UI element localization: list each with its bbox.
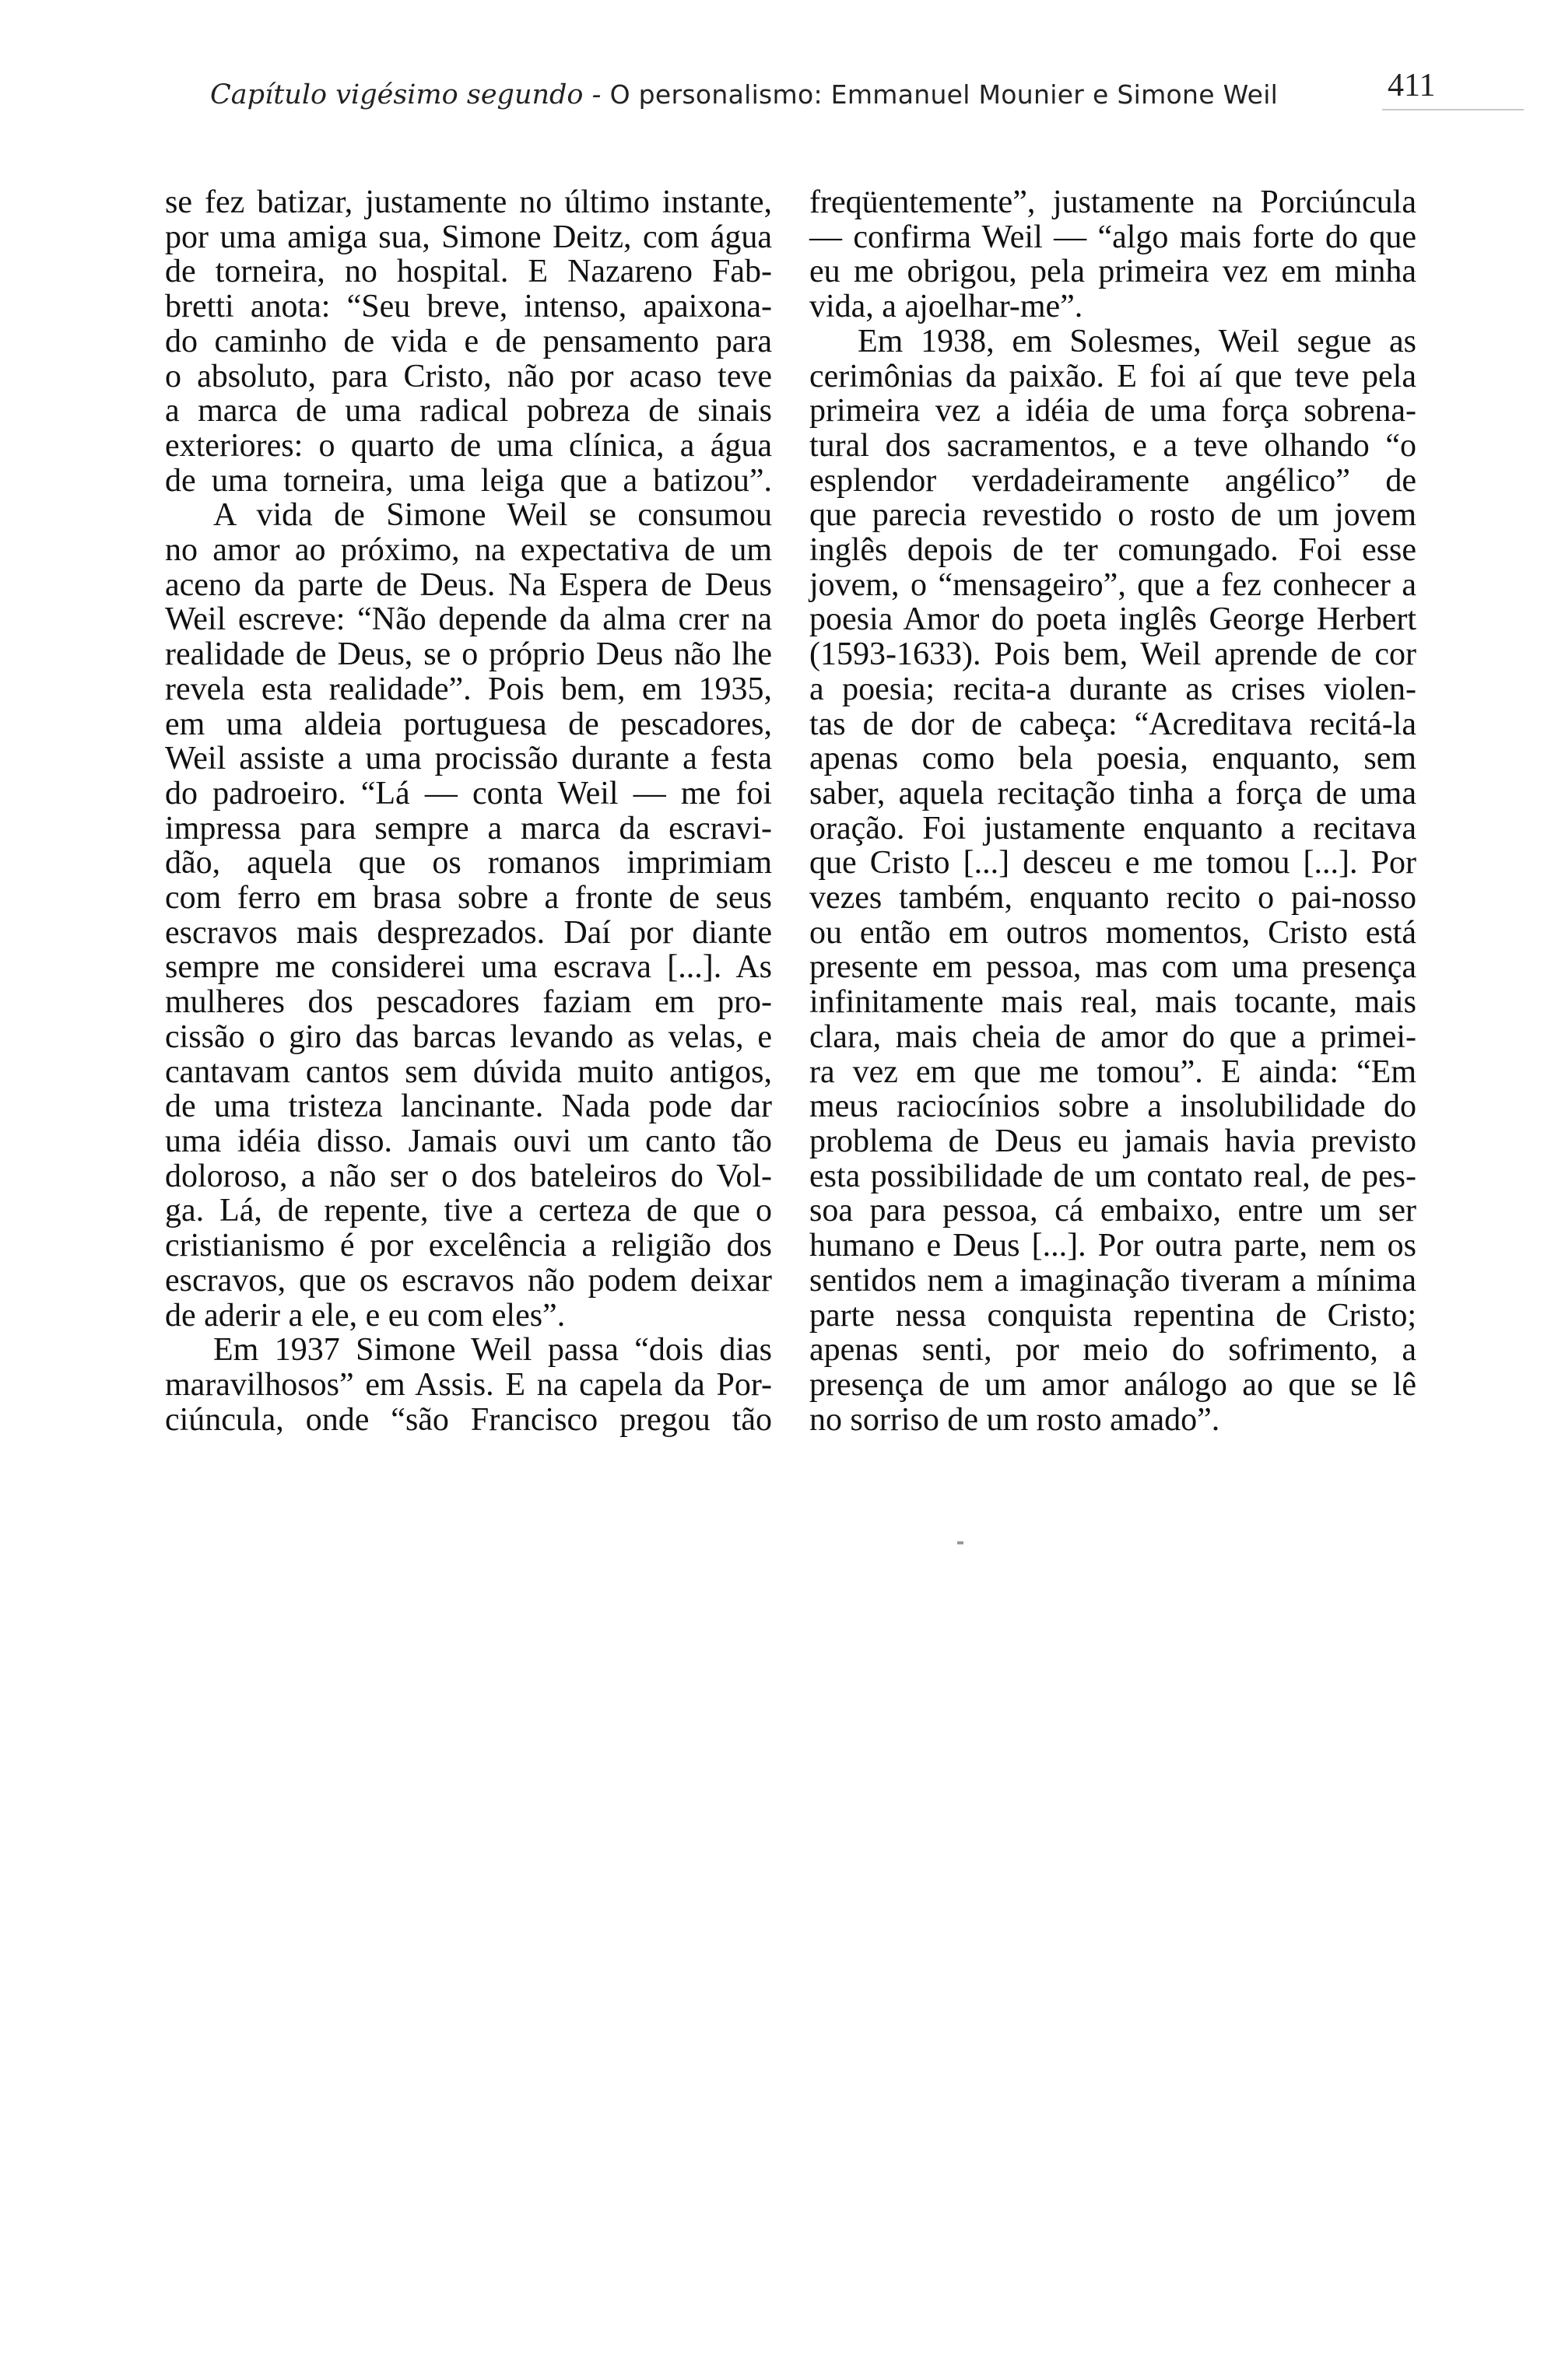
text-line: dão, aquela que os romanos imprimiam bbox=[165, 845, 772, 882]
text-line: em uma aldeia portuguesa de pescadores, bbox=[165, 706, 772, 742]
text-line: bretti anota: “Seu breve, intenso, apaixona- bbox=[165, 289, 772, 325]
text-line: inglês depois de ter comungado. Foi esse bbox=[809, 532, 1416, 569]
text-line: tural dos sacramentos, e a teve olhando “o bbox=[809, 427, 1416, 464]
text-line: se fez batizar, justamente no último instante, bbox=[165, 184, 772, 220]
text-line: sentidos nem a imaginação tiveram a mínima bbox=[809, 1262, 1416, 1299]
text-line: ra vez em que me tomou”. E ainda: “Em bbox=[809, 1053, 1416, 1090]
right-column bbox=[809, 185, 1416, 1437]
text-line: Em 1937 Simone Weil passa “dois dias bbox=[213, 1332, 772, 1369]
text-line: ou então em outros momentos, Cristo está bbox=[809, 914, 1416, 951]
text-line: presente em pessoa, mas com uma presença bbox=[809, 949, 1416, 986]
text-line: de uma torneira, uma leiga que a batizou”. bbox=[165, 462, 772, 499]
text-line: escravos, que os escravos não podem deixar bbox=[165, 1262, 772, 1299]
text-line: mulheres dos pescadores faziam em pro- bbox=[165, 984, 772, 1021]
text-line: infinitamente mais real, mais tocante, mais bbox=[809, 984, 1416, 1021]
text-line: que parecia revestido o rosto de um jovem bbox=[809, 497, 1416, 534]
running-header bbox=[0, 62, 1544, 124]
text-line: apenas como bela poesia, enquanto, sem bbox=[809, 741, 1416, 777]
text-line: a marca de uma radical pobreza de sinais bbox=[165, 393, 772, 429]
text-line: cerimônias da paixão. E foi aí que teve pela bbox=[809, 358, 1416, 394]
text-line: impressa para sempre a marca da escravi- bbox=[165, 810, 772, 846]
text-line: do caminho de vida e de pensamento para bbox=[165, 323, 772, 359]
text-line: poesia Amor do poeta inglês George Herbert bbox=[809, 601, 1416, 638]
text-line: o absoluto, para Cristo, não por acaso teve bbox=[165, 358, 772, 394]
text-line: exteriores: o quarto de uma clínica, a água bbox=[165, 427, 772, 464]
text-line: esta possibilidade de um contato real, de pes- bbox=[809, 1158, 1416, 1194]
text-line: maravilhosos” em Assis. E na capela da Por- bbox=[165, 1366, 772, 1403]
text-line: cissão o giro das barcas levando as velas, e bbox=[165, 1018, 772, 1055]
text-line: cristianismo é por excelência a religião dos bbox=[165, 1228, 772, 1264]
page-number: 411 bbox=[1388, 68, 1436, 103]
text-line: no sorriso de um rosto amado”. bbox=[809, 1401, 1220, 1438]
text-line: Weil assiste a uma procissão durante a festa bbox=[165, 741, 772, 777]
text-line: meus raciocínios sobre a insolubilidade do bbox=[809, 1088, 1416, 1125]
text-line: uma idéia disso. Jamais ouvi um canto tão bbox=[165, 1123, 772, 1159]
text-line: (1593-1633). Pois bem, Weil aprende de cor bbox=[809, 636, 1416, 673]
text-line: doloroso, a não ser o dos bateleiros do Vol- bbox=[165, 1158, 772, 1194]
text-line: por uma amiga sua, Simone Deitz, com água bbox=[165, 219, 772, 255]
left-column bbox=[165, 185, 772, 1437]
chapter-title: Capítulo vigésimo segundo - bbox=[210, 79, 602, 110]
text-line: ga. Lá, de repente, tive a certeza de que o bbox=[165, 1193, 772, 1229]
text-line: cantavam cantos sem dúvida muito antigos, bbox=[165, 1053, 772, 1090]
text-line: jovem, o “mensageiro”, que a fez conhecer a bbox=[809, 566, 1416, 603]
text-line: vida, a ajoelhar-me”. bbox=[809, 289, 1083, 325]
text-line: primeira vez a idéia de uma força sobrena- bbox=[809, 393, 1416, 429]
text-line: tas de dor de cabeça: “Acreditava recitá-la bbox=[809, 706, 1416, 742]
text-line: eu me obrigou, pela primeira vez em minha bbox=[809, 254, 1416, 290]
text-line: presença de um amor análogo ao que se lê bbox=[809, 1366, 1416, 1403]
text-line: A vida de Simone Weil se consumou bbox=[213, 497, 772, 534]
text-line: problema de Deus eu jamais havia previsto bbox=[809, 1123, 1416, 1159]
text-line: — confirma Weil — “algo mais forte do que bbox=[809, 219, 1416, 255]
text-line: parte nessa conquista repentina de Cristo; bbox=[809, 1297, 1416, 1334]
text-line: realidade de Deus, se o próprio Deus não lhe bbox=[165, 636, 772, 673]
text-line: escravos mais desprezados. Daí por diante bbox=[165, 914, 772, 951]
text-line: oração. Foi justamente enquanto a recitava bbox=[809, 810, 1416, 846]
text-line: do padroeiro. “Lá — conta Weil — me foi bbox=[165, 775, 772, 811]
header-rule bbox=[1382, 109, 1524, 110]
text-line: Em 1938, em Solesmes, Weil segue as bbox=[858, 323, 1416, 359]
text-line: revela esta realidade”. Pois bem, em 1935, bbox=[165, 671, 772, 707]
text-line: com ferro em brasa sobre a fronte de seus bbox=[165, 880, 772, 917]
text-line: aceno da parte de Deus. Na Espera de Deus bbox=[165, 566, 772, 603]
text-line: humano e Deus [...]. Por outra parte, nem os bbox=[809, 1228, 1416, 1264]
scan-speck bbox=[957, 1541, 963, 1544]
text-line: saber, aquela recitação tinha a força de uma bbox=[809, 775, 1416, 811]
text-line: no amor ao próximo, na expectativa de um bbox=[165, 532, 772, 569]
text-line: ciúncula, onde “são Francisco pregou tão bbox=[165, 1401, 772, 1438]
chapter-subject: O personalismo: Emmanuel Mounier e Simone Weil bbox=[609, 79, 1279, 110]
text-line: Weil escreve: “Não depende da alma crer na bbox=[165, 601, 772, 638]
text-line: esplendor verdadeiramente angélico” de bbox=[809, 462, 1416, 499]
text-line: de torneira, no hospital. E Nazareno Fab- bbox=[165, 254, 772, 290]
text-line: soa para pessoa, cá embaixo, entre um ser bbox=[809, 1193, 1416, 1229]
text-line: apenas senti, por meio do sofrimento, a bbox=[809, 1332, 1416, 1369]
running-head bbox=[210, 79, 1278, 110]
text-line: que Cristo [...] desceu e me tomou [...]. Por bbox=[809, 845, 1416, 882]
text-line: de aderir a ele, e eu com eles”. bbox=[165, 1297, 566, 1334]
text-line: a poesia; recita-a durante as crises violen- bbox=[809, 671, 1416, 707]
text-line: vezes também, enquanto recito o pai-nosso bbox=[809, 880, 1416, 917]
text-line: de uma tristeza lancinante. Nada pode dar bbox=[165, 1088, 772, 1125]
text-line: clara, mais cheia de amor do que a primei- bbox=[809, 1018, 1416, 1055]
text-line: sempre me considerei uma escrava [...]. As bbox=[165, 949, 772, 986]
text-line: freqüentemente”, justamente na Porciúncula bbox=[809, 184, 1416, 220]
